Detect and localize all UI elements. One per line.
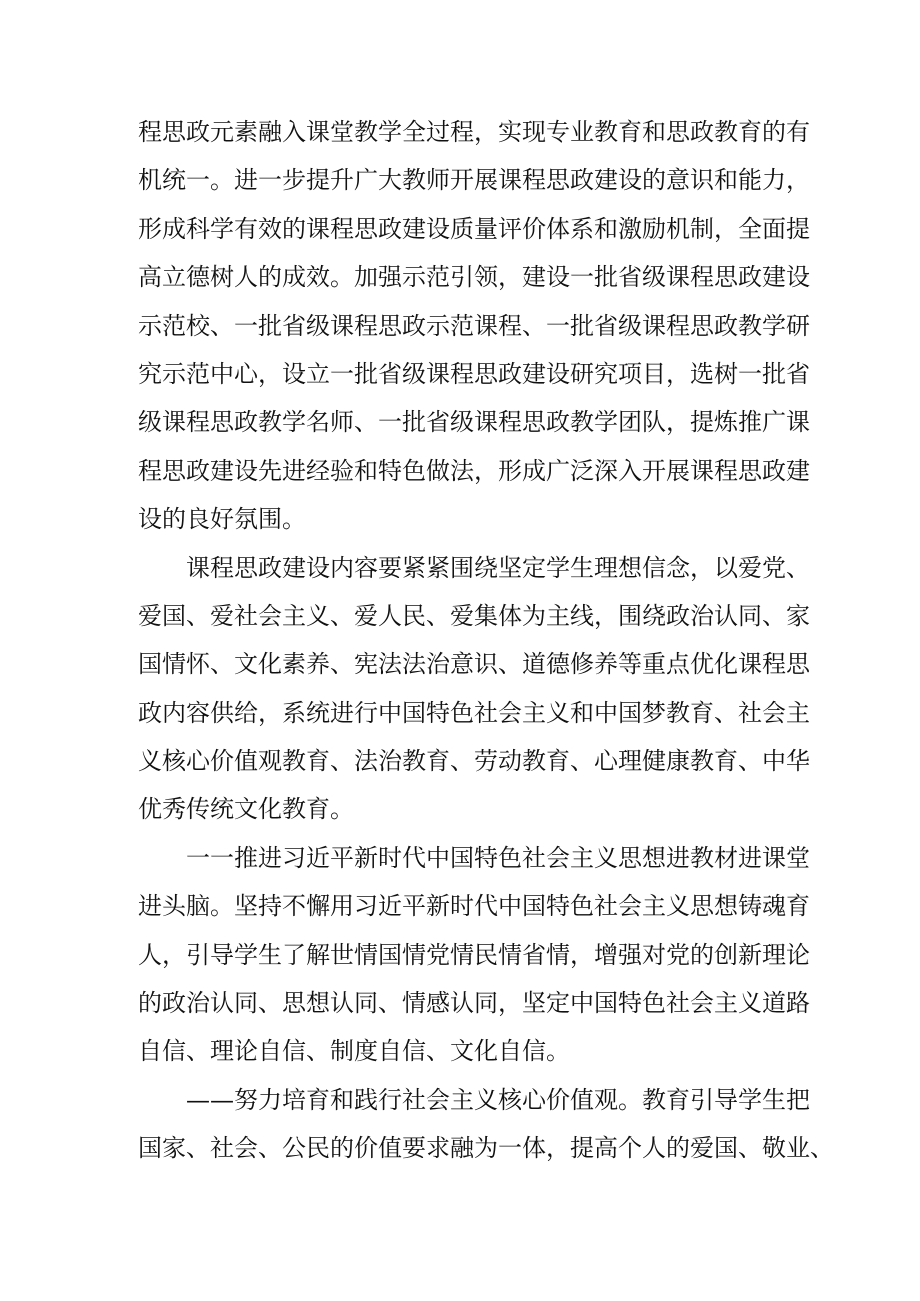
paragraph-2 [138,544,810,834]
text-line: 国情怀、文化素养、宪法法治意识、道德修养等重点优化课程思 [138,650,810,679]
text-line: 形成科学有效的课程思政建设质量评价体系和激励机制，全面提 [138,214,810,243]
text-line: 示范校、一批省级课程思政示范课程、一批省级课程思政教学研 [138,311,810,340]
text-line: 一一推进习近平新时代中国特色社会主义思想进教材进课堂 [186,843,810,872]
text-line: ——努力培育和践行社会主义核心价值观。教育引导学生把 [186,1085,810,1114]
text-line: 机统一。进一步提升广大教师开展课程思政建设的意识和能力， [138,166,810,195]
text-line: 政内容供给，系统进行中国特色社会主义和中国梦教育、社会主 [138,698,810,727]
text-line: 自信、理论自信、制度自信、文化自信。 [138,1037,570,1066]
text-line: 高立德树人的成效。加强示范引领，建设一批省级课程思政建设 [138,263,810,292]
text-line: 级课程思政教学名师、一批省级课程思政教学团队，提炼推广课 [138,408,810,437]
paragraph-3 [138,834,810,1076]
text-line: 优秀传统文化教育。 [138,795,354,824]
text-line: 程思政元素融入课堂教学全过程，实现专业教育和思政教育的有 [138,118,810,146]
paragraph-1 [138,108,810,544]
paragraph-4 [138,1076,834,1173]
text-line: 国家、社会、公民的价值要求融为一体，提高个人的爱国、敬业、 [138,1134,834,1163]
text-line: 人，引导学生了解世情国情党情民情省情，增强对党的创新理论 [138,940,810,969]
text-line: 进头脑。坚持不懈用习近平新时代中国特色社会主义思想铸魂育 [138,892,810,921]
text-line: 爱国、爱社会主义、爱人民、爱集体为主线，围绕政治认同、家 [138,601,810,630]
text-line: 程思政建设先进经验和特色做法，形成广泛深入开展课程思政建 [138,456,810,485]
text-line: 义核心价值观教育、法治教育、劳动教育、心理健康教育、中华 [138,747,810,776]
text-line: 究示范中心，设立一批省级课程思政建设研究项目，选树一批省 [138,359,810,388]
text-line: 的政治认同、思想认同、情感认同，坚定中国特色社会主义道路 [138,989,810,1018]
text-line: 课程思政建设内容要紧紧围绕坚定学生理想信念，以爱党、 [186,553,810,582]
text-line: 设的良好氛围。 [138,505,306,534]
document-body [138,108,834,1173]
